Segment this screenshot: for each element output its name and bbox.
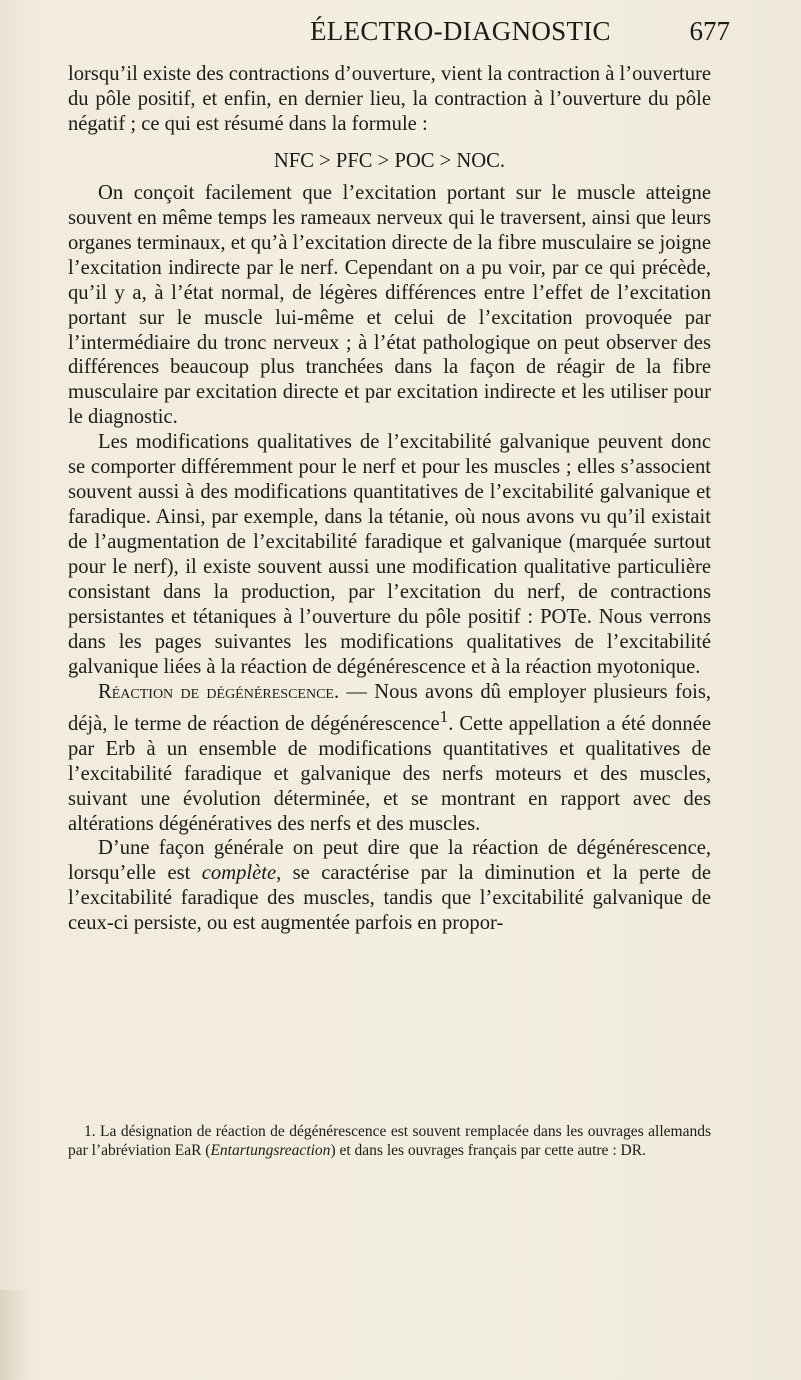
page-header: [260, 16, 730, 56]
page-number: 677: [689, 16, 730, 46]
footnote-text-b: ) et dans les ouvrages français par cette autre : DR.: [330, 1142, 646, 1159]
paragraph-5-text-b: , se caractérise par la diminution et la perte de l’excitabilité faradique des muscles, tandis que l’excitabilité galvanique de ceux-ci persiste, ou est augmentée parfois en propor-: [68, 862, 711, 935]
paragraph-5: [68, 836, 711, 936]
paragraph-4: [68, 680, 711, 837]
body-text: [68, 62, 711, 936]
paragraph-1: lorsqu’il existe des contractions d’ouverture, vient la contraction à l’ouverture du pôle positif, et enfin, en dernier lieu, la contraction à l’ouverture du pôle négatif ; ce qui est résumé dans la formule :: [68, 63, 711, 135]
heading-dash: —: [339, 680, 375, 703]
footnote-italic: Entartungsreaction: [210, 1142, 331, 1159]
paragraph-3: Les modifications qualitatives de l’excitabilité galvanique peuvent donc se comporter différemment pour le nerf et pour les muscles ; elles s’associent souvent aussi à des modifications quantitatives de l’excitabilité galvanique et faradique. Ainsi, par exemple, dans la tétanie, où nous avons vu qu’il existait de l’augmentation de l’excitabilité faradique et galvanique (marquée surtout pour le nerf), il existe souvent aussi une modification qualitative particulière consistant dans la production, par l’excitation du nerf, de contractions persistantes et tétaniques à l’ouverture du pôle positif : POTe. Nous verrons dans les pages suivantes les modifications qualitatives de l’excitabilité galvanique liées à la réaction de dégénérescence et à la réaction myotonique.: [68, 431, 711, 678]
page-edge-shadow: [0, 1290, 30, 1380]
footnote-marker: 1: [439, 706, 449, 726]
paragraph-2: On conçoit facilement que l’excitation portant sur le muscle atteigne souvent en même temps les rameaux nerveux qui le traversent, ainsi que leurs organes terminaux, et qu’à l’excitation directe de la fibre musculaire se joigne l’excitation indirecte par le nerf. Cependant on a pu voir, par ce qui précède, qu’il y a, à l’état normal, de légères différences entre l’effet de l’excitation portant sur le muscle lui-même et celui de l’excitation provoquée par l’intermédiaire du tronc nerveux ; à l’état pathologique on peut observer des différences beaucoup plus tranchées dans la façon de réagir de la fibre musculaire par excitation directe et par excitation indirecte et les utiliser pour le diagnostic.: [68, 181, 711, 429]
footnote-number: 1.: [84, 1123, 96, 1140]
running-title: ÉLECTRO-DIAGNOSTIC: [310, 16, 611, 46]
paragraph-4-text-b: . Cette appellation a été donnée par Erb à un ensemble de modifications quantitatives et qualitatives de l’excitabilité faradique et galvanique des nerfs moteurs et des muscles, suivant une évolution déterminée, et se montrant en rapport avec des altérations dégénératives des nerfs et des muscles.: [68, 712, 711, 835]
formula: NFC > PFC > POC > NOC.: [273, 149, 506, 172]
emphasis-complete: complète: [201, 862, 277, 885]
footnote: [68, 1122, 711, 1160]
section-heading: Réaction de dégénérescence.: [98, 680, 340, 703]
footnote-paragraph: [68, 1122, 711, 1160]
paragraph-5-text-a: D’une façon générale on peut dire que la réaction de dégénérescence, lorsqu’elle est: [68, 837, 711, 885]
footnote-text-a: La désignation de réaction de dégénérescence est souvent remplacée dans les ouvrages allemands par l’abréviation EaR (: [68, 1123, 711, 1159]
paragraph-4-text-a: Nous avons dû employer plusieurs fois, déjà, le terme de réaction de dégénérescence: [68, 680, 711, 735]
